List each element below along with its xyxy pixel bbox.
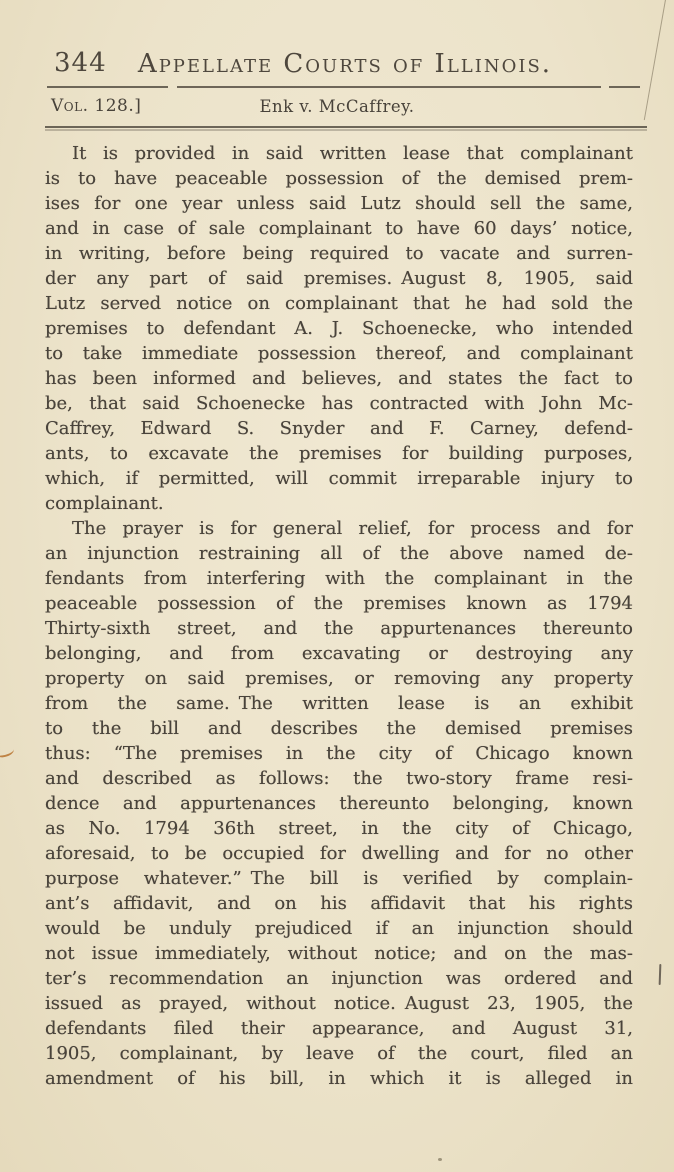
header-rule-main xyxy=(177,86,601,88)
opinion-text xyxy=(45,141,633,1091)
text-line: thus: “The premises in the city of Chicago known xyxy=(45,743,633,764)
margin-smudge-mark xyxy=(0,744,15,759)
text-line: ter’s recommendation an injunction was ordered and xyxy=(45,968,633,989)
text-line: It is provided in said written lease that complainant xyxy=(72,143,633,164)
text-line: which, if permitted, will commit irreparable injury to xyxy=(45,468,633,489)
stray-pen-mark xyxy=(659,964,662,985)
text-line: from the same. The written lease is an exhibit xyxy=(45,693,633,714)
text-line: belonging, and from excavating or destroying any xyxy=(45,643,633,664)
header-rule-left xyxy=(47,86,168,88)
text-line: Caffrey, Edward S. Snyder and F. Carney, defend- xyxy=(45,418,633,439)
text-line: peaceable possession of the premises known as 1794 xyxy=(45,593,633,614)
text-line: be, that said Schoenecke has contracted with John Mc- xyxy=(45,393,633,414)
text-line: would be unduly prejudiced if an injunction should xyxy=(45,918,633,939)
volume-label: Vol. 128.] xyxy=(51,96,142,116)
text-line: has been informed and believes, and states the fact to xyxy=(45,368,633,389)
text-line: ises for one year unless said Lutz should sell the same, xyxy=(45,193,633,214)
header-rule-right xyxy=(609,86,640,88)
text-line: purpose whatever.” The bill is verified by complain- xyxy=(45,868,633,889)
text-line: to take immediate possession thereof, and complainant xyxy=(45,343,633,364)
text-line: issued as prayed, without notice. August 23, 1905, the xyxy=(45,993,633,1014)
text-line: property on said premises, or removing any property xyxy=(45,668,633,689)
text-line: complainant. xyxy=(45,493,164,514)
running-head-rule xyxy=(45,126,647,128)
case-name: Enk v. McCaffrey. xyxy=(259,97,415,116)
page-title: Appellate Courts of Illinois. xyxy=(137,49,553,79)
page-number: 344 xyxy=(54,48,107,78)
text-line: Lutz served notice on complainant that he had sold the xyxy=(45,293,633,314)
text-line: and described as follows: the two-story frame resi- xyxy=(45,768,633,789)
paragraph-1 xyxy=(45,141,633,516)
text-line: premises to defendant A. J. Schoenecke, who intended xyxy=(45,318,633,339)
text-line: an injunction restraining all of the above named de- xyxy=(45,543,633,564)
text-line: to the bill and describes the demised premises xyxy=(45,718,633,739)
text-line: ant’s affidavit, and on his affidavit that his rights xyxy=(45,893,633,914)
text-line: Thirty-sixth street, and the appurtenances thereunto xyxy=(45,618,633,639)
paper-speck xyxy=(438,1158,442,1161)
text-line: aforesaid, to be occupied for dwelling and for no other xyxy=(45,843,633,864)
paragraph-2 xyxy=(45,516,633,1091)
text-line: in writing, before being required to vacate and surren- xyxy=(45,243,633,264)
text-line: as No. 1794 36th street, in the city of Chicago, xyxy=(45,818,633,839)
text-line: der any part of said premises. August 8, 1905, said xyxy=(45,268,633,289)
text-line: and in case of sale complainant to have 60 days’ notice, xyxy=(45,218,633,239)
text-line: fendants from interfering with the complainant in the xyxy=(45,568,633,589)
text-line: 1905, complainant, by leave of the court, filed an xyxy=(45,1043,633,1064)
text-line: ants, to excavate the premises for building purposes, xyxy=(45,443,633,464)
text-line: defendants filed their appearance, and August 31, xyxy=(45,1018,633,1039)
text-line: dence and appurtenances thereunto belonging, known xyxy=(45,793,633,814)
text-line: not issue immediately, without notice; and on the mas- xyxy=(45,943,633,964)
text-line: The prayer is for general relief, for process and for xyxy=(72,518,633,539)
text-line: amendment of his bill, in which it is alleged in xyxy=(45,1068,633,1089)
text-line: is to have peaceable possession of the demised prem- xyxy=(45,168,633,189)
